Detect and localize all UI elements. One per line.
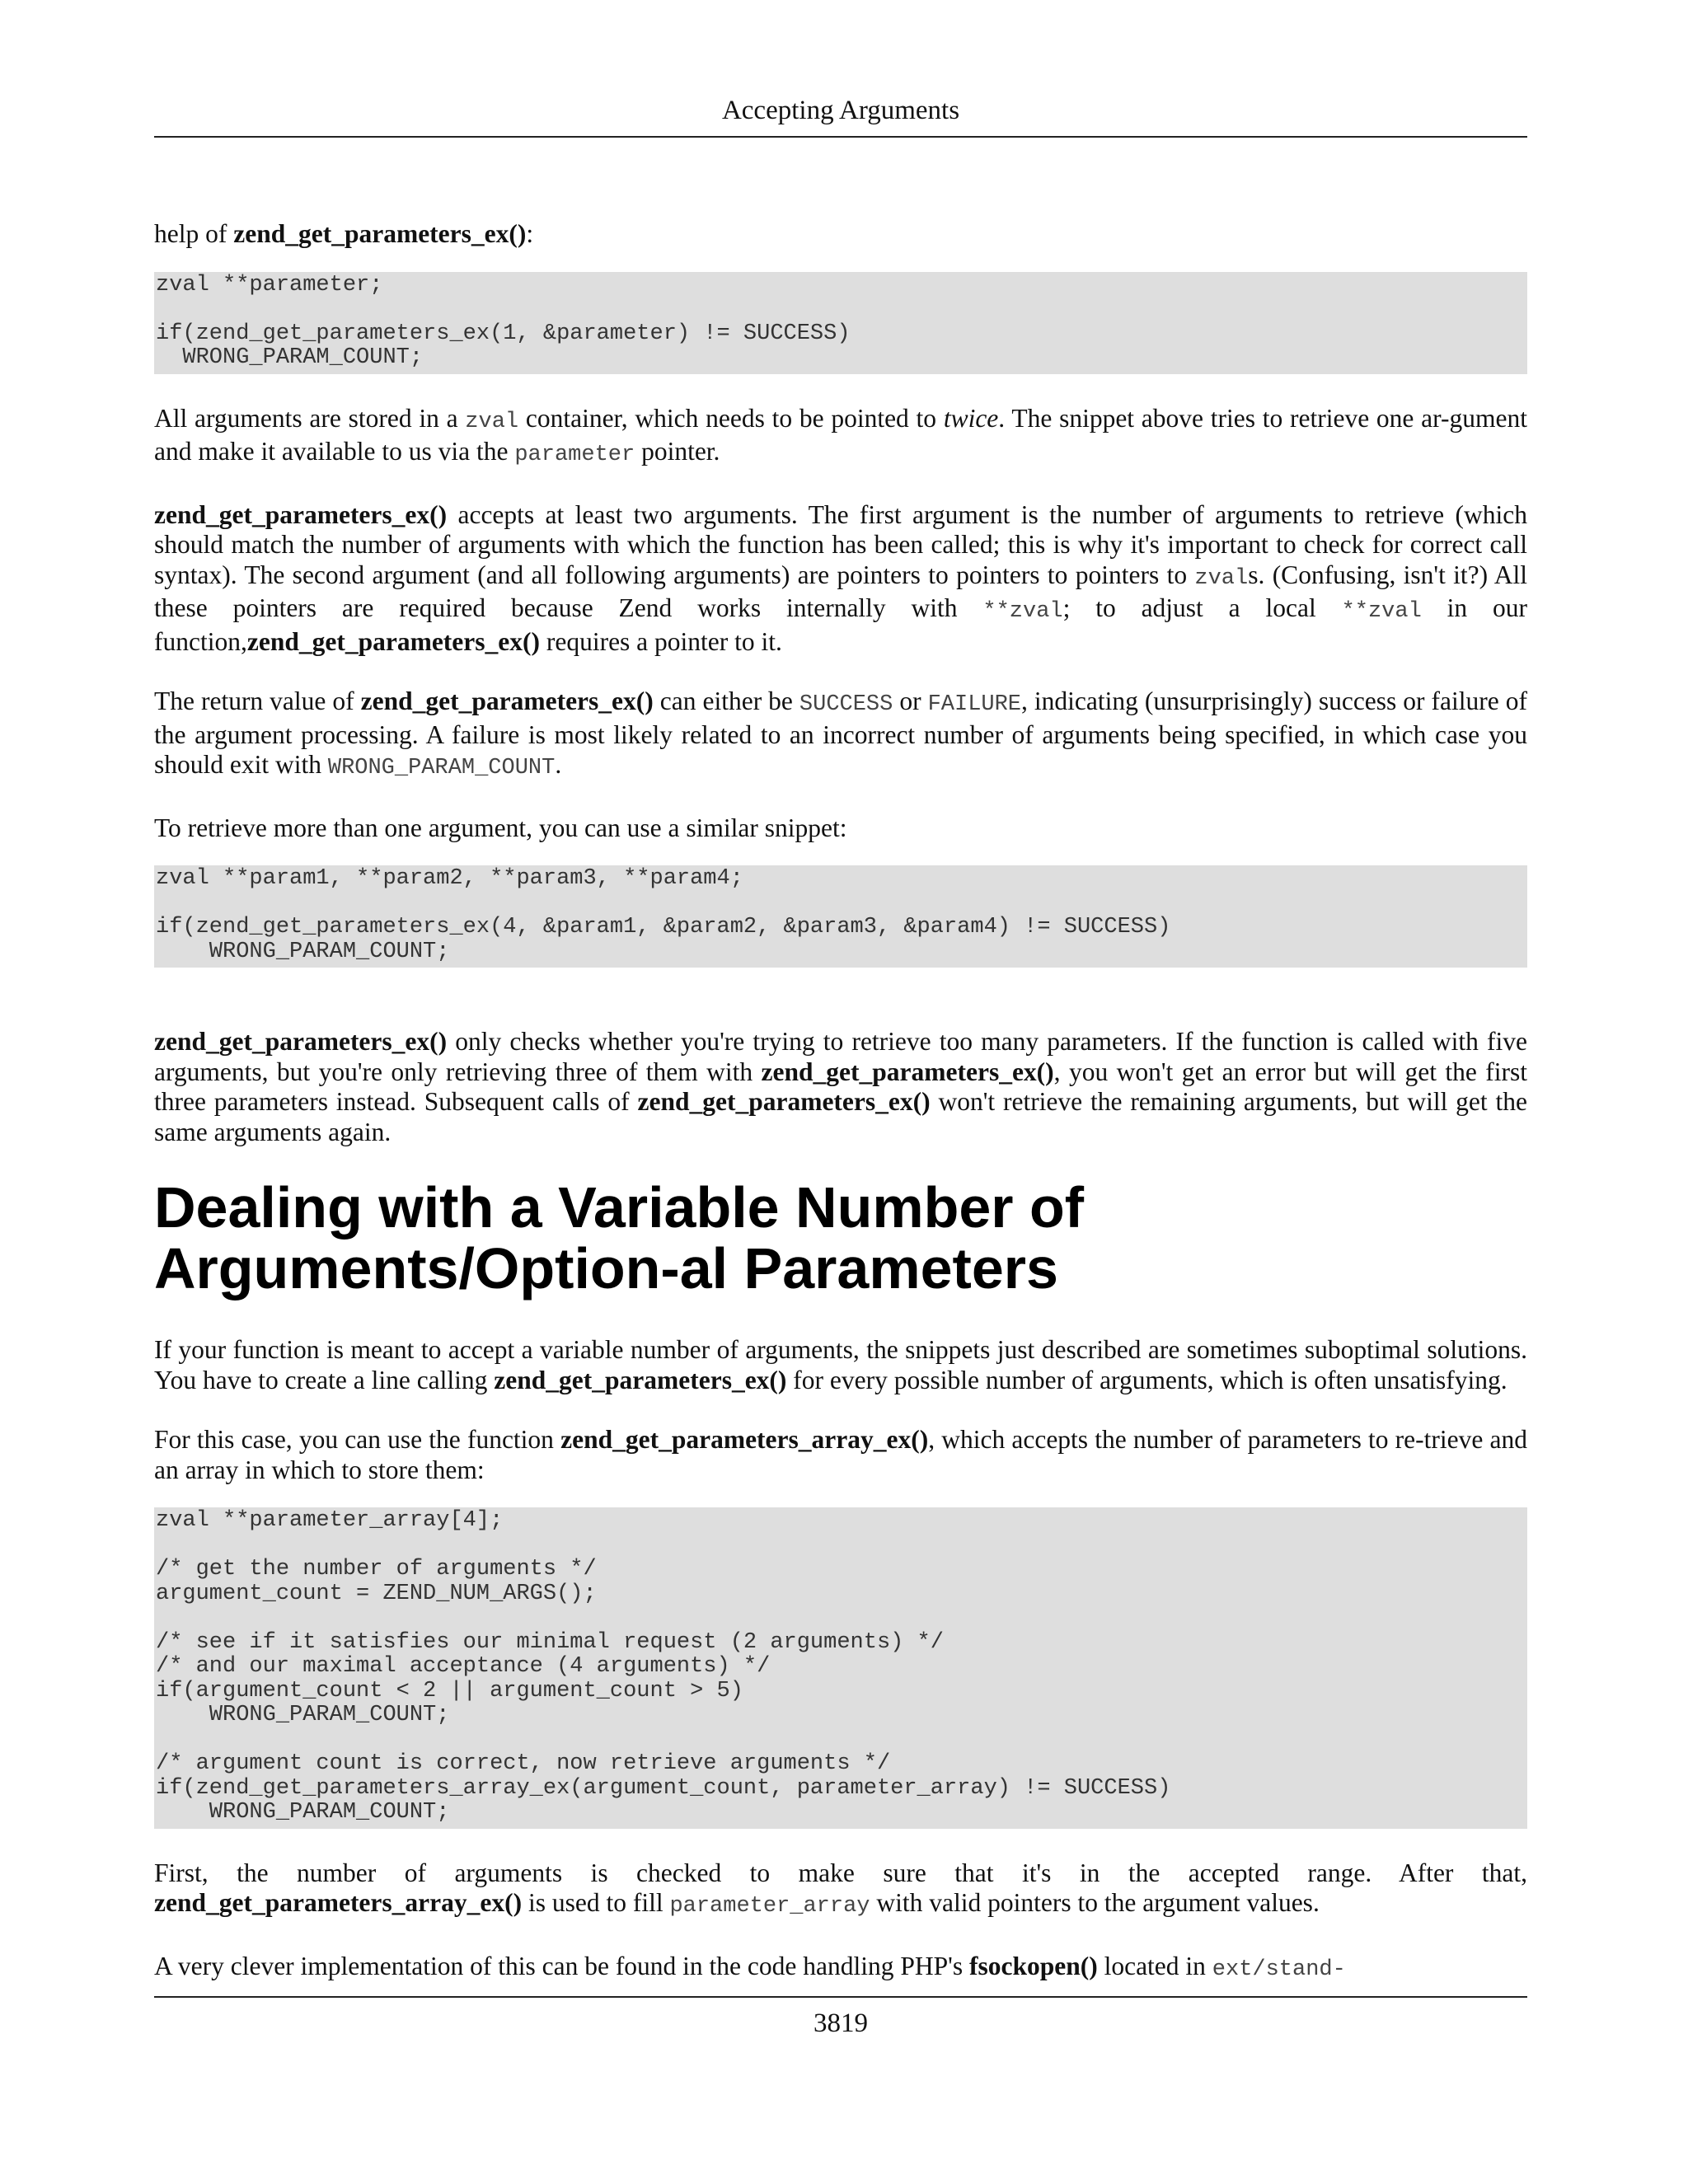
- function-name: zend_get_parameters_ex(): [761, 1057, 1054, 1086]
- inline-code: parameter_array: [669, 1894, 870, 1919]
- paragraph-accepts-arguments: zend_get_parameters_ex() accepts at least two arguments. The first argument is the number of arguments to retrieve (which should match the number of arguments with which the function has been called; this is why it's important to check for correct call syntax). The second argument (and all following arguments) are pointers to pointers to pointers to zvals. (Confusing, isn't it?) All these pointers are required because Zend works internally with **zval; to adjust a local **zval in our function,zend_get_parameters_ex() requires a pointer to it.: [154, 499, 1527, 656]
- inline-code: parameter: [514, 443, 635, 467]
- inline-code: ext/stand-: [1212, 1957, 1346, 1982]
- inline-code: zval: [465, 409, 519, 434]
- paragraph-variable-arguments: If your function is meant to accept a variable number of arguments, the snippets just described are sometimes suboptimal solutions. You have to create a line calling zend_get_parameters_ex() for every possible number of arguments, which is often unsatisfying.: [154, 1335, 1527, 1394]
- running-header: Accepting Arguments: [721, 96, 960, 125]
- paragraph-return-value: The return value of zend_get_parameters_ex() can either be SUCCESS or FAILURE, indicating (unsurprisingly) success or failure of the argument processing. A failure is most likely related to an incorrect number of arguments being specified, in which case you should exit with WRONG_PARAM_COUNT.: [154, 687, 1527, 780]
- function-name: zend_get_parameters_ex(): [494, 1365, 787, 1394]
- function-name: zend_get_parameters_ex(): [637, 1087, 931, 1116]
- code-block-four-parameters: zval **param1, **param2, **param3, **param4; if(zend_get_parameters_ex(4, &param1, &param2, &param3, &param4) != SUCCESS) WRONG_PARAM_COUNT;: [154, 865, 1527, 968]
- paragraph-multiple-arguments: To retrieve more than one argument, you can use a similar snippet:: [154, 813, 847, 842]
- function-name: fsockopen(): [968, 1951, 1098, 1980]
- inline-code: **zval: [1341, 599, 1422, 624]
- function-name: zend_get_parameters_array_ex(): [560, 1425, 929, 1454]
- page-content: [154, 219, 1527, 2014]
- paragraph-checks-too-many: zend_get_parameters_ex() only checks whether you're trying to retrieve too many parameters. If the function is called with five arguments, but you're only retrieving three of them with zend_get_parameters_ex(), you won't get an error but will get the first three parameters instead. Subsequent calls of zend_get_parameters_ex() won't retrieve the remaining arguments, but will get the same arguments again.: [154, 1027, 1528, 1146]
- function-name: zend_get_parameters_ex(): [246, 626, 540, 656]
- inline-code: WRONG_PARAM_COUNT: [327, 756, 556, 780]
- header-rule: [154, 136, 1527, 138]
- function-name: zend_get_parameters_ex(): [154, 1027, 448, 1056]
- code-block-parameter-array: zval **parameter_array[4]; /* get the number of arguments */ argument_count = ZEND_NUM_ARGS(); /* see if it satisfies our minimal request (2 arguments) */ /* and our maximal acceptance (4 arguments) */ if(argument_count < 2 || argument_count > 5) WRONG_PARAM_COUNT; /* argument count is correct, now retrieve arguments */ if(zend_get_parameters_array_ex(argument_count, parameter_array) != SUCCESS) WRONG_PARAM_COUNT;: [154, 1507, 1527, 1829]
- paragraph-array-function: For this case, you can use the function zend_get_parameters_array_ex(), which accepts the number of parameters to re-trieve and an array in which to store them:: [154, 1425, 1527, 1484]
- code-block-single-parameter: zval **parameter; if(zend_get_parameters_ex(1, &parameter) != SUCCESS) WRONG_PARAM_COUNT;: [154, 272, 1527, 374]
- function-name: zend_get_parameters_ex(): [233, 219, 527, 248]
- function-name: zend_get_parameters_ex(): [154, 499, 448, 529]
- function-name: zend_get_parameters_ex(): [360, 687, 654, 715]
- intro-paragraph: help of zend_get_parameters_ex():: [154, 219, 534, 248]
- function-name: zend_get_parameters_array_ex(): [154, 1888, 523, 1917]
- inline-code: zval: [1194, 565, 1249, 591]
- paragraph-fsockopen: A very clever implementation of this can be found in the code handling PHP's fsockopen() located in ext/stand-: [154, 1951, 1346, 1982]
- section-heading: Dealing with a Variable Number of Arguments/Option-al Parameters: [154, 1175, 1085, 1301]
- paragraph-range-check: First, the number of arguments is checked to make sure that it's in the accepted range. After that, zend_get_parameters_array_ex() is used to fill parameter_array with valid pointers to the argument values.: [154, 1858, 1527, 1919]
- inline-code: SUCCESS: [799, 692, 893, 717]
- page-number: 3819: [814, 2008, 868, 2038]
- document-page: [154, 0, 1527, 2184]
- inline-code: FAILURE: [927, 692, 1022, 717]
- footer-rule: [154, 1996, 1527, 1998]
- inline-code: **zval: [982, 599, 1063, 624]
- emphasis: twice: [943, 403, 999, 433]
- paragraph-zval-container: All arguments are stored in a zval container, which needs to be pointed to twice. The snippet above tries to retrieve one ar-gument and make it available to us via the parameter pointer.: [154, 403, 1527, 467]
